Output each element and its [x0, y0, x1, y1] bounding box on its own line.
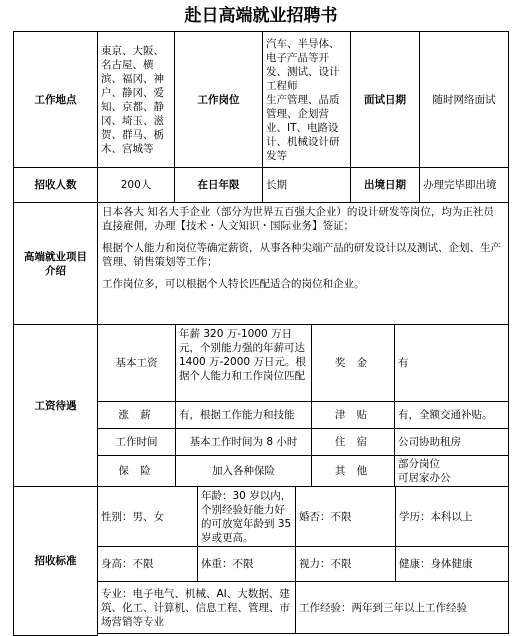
height-cell: 身高：不限	[97, 546, 198, 582]
marriage-cell: 婚否：不限	[295, 486, 396, 547]
raise-label: 涨 薪	[97, 401, 176, 429]
age-cell: 年龄：30 岁以内，个别经验好能力好的可放宽年龄到 35 岁或更高。	[197, 486, 296, 547]
headcount-label: 招收人数	[13, 167, 98, 203]
work-hours-value: 基本工作时间为 8 小时	[175, 428, 312, 456]
project-intro-text	[97, 202, 509, 325]
project-intro-paragraph: 日本各大 知名大手企业（部分为世界五百强大企业）的设计研发等岗位，均为正社员直接雇佣，办理【技术・人文知识・国际业务】签证；	[102, 206, 494, 232]
health-cell: 健康：身体健康	[395, 546, 509, 582]
position-label: 工作岗位	[174, 31, 263, 168]
bonus-value: 有	[394, 324, 509, 402]
page-title: 赴日高端就业招聘书	[184, 6, 338, 26]
project-intro-paragraph: 工作岗位多，可以根据个人特长匹配适合的岗位和企业。	[102, 278, 365, 290]
compensation-label: 工资待遇	[13, 324, 98, 487]
headcount-value: 200人	[97, 167, 175, 203]
other-value: 部分岗位 可居家办公	[394, 455, 509, 487]
departure-date-value: 办理完毕即出境	[419, 167, 509, 203]
experience-cell: 工作经验：两年到三年以上工作经验	[295, 581, 509, 634]
gender-cell: 性别：男、女	[97, 486, 198, 547]
base-salary-label: 基本工资	[97, 324, 176, 402]
raise-value: 有，根据工作能力和技能	[175, 401, 312, 429]
allowance-value: 有，全额交通补贴。	[394, 401, 509, 429]
duration-label: 在日年限	[174, 167, 263, 203]
departure-date-label: 出境日期	[350, 167, 420, 203]
housing-label: 住 宿	[311, 428, 395, 456]
weight-cell: 体重：不限	[197, 546, 296, 582]
insurance-label: 保 险	[97, 455, 176, 487]
project-intro-label: 高端就业项目介绍	[13, 202, 98, 325]
interview-date-label: 面试日期	[350, 31, 420, 168]
project-intro-paragraph: 根据个人能力和岗位等确定薪资，从事各种尖端产品的研发设计以及测试、企划、生产管理、销售策划等工作；	[102, 242, 501, 268]
bonus-label: 奖 金	[311, 324, 395, 402]
education-cell: 学历：本科以上	[395, 486, 509, 547]
major-cell: 专业：电子电气、机械、AI、大数据、建筑、化工、计算机、信息工程、管理、市场营销等专业	[97, 581, 296, 634]
position-value: 汽车、半导体、电子产品等开发、测试、设计工程师 生产管理、品质管理、企划营业、IT、电路设计、机械设计研发等	[262, 31, 351, 168]
base-salary-value: 年薪 320 万-1000 万日元，个别能力强的年薪可达 1400 万-2000 万日元。根据个人能力和工作岗位匹配	[175, 324, 312, 402]
insurance-value: 加入各种保险	[175, 455, 312, 487]
interview-date-value: 随时网络面试	[419, 31, 509, 168]
housing-value: 公司协助租房	[394, 428, 509, 456]
duration-value: 长期	[262, 167, 351, 203]
allowance-label: 津 贴	[311, 401, 395, 429]
eyesight-cell: 视力：不限	[295, 546, 396, 582]
other-label: 其 他	[311, 455, 395, 487]
requirements-label: 招收标准	[13, 486, 98, 636]
work-location-label: 工作地点	[13, 31, 98, 168]
work-hours-label: 工作时间	[97, 428, 176, 456]
work-location-value: 東京、大阪、名古屋、横滨、福冈、神户、静冈、爱知、京都、静冈、埼玉、滋贺、群马、栃木、宫城等	[97, 31, 175, 168]
